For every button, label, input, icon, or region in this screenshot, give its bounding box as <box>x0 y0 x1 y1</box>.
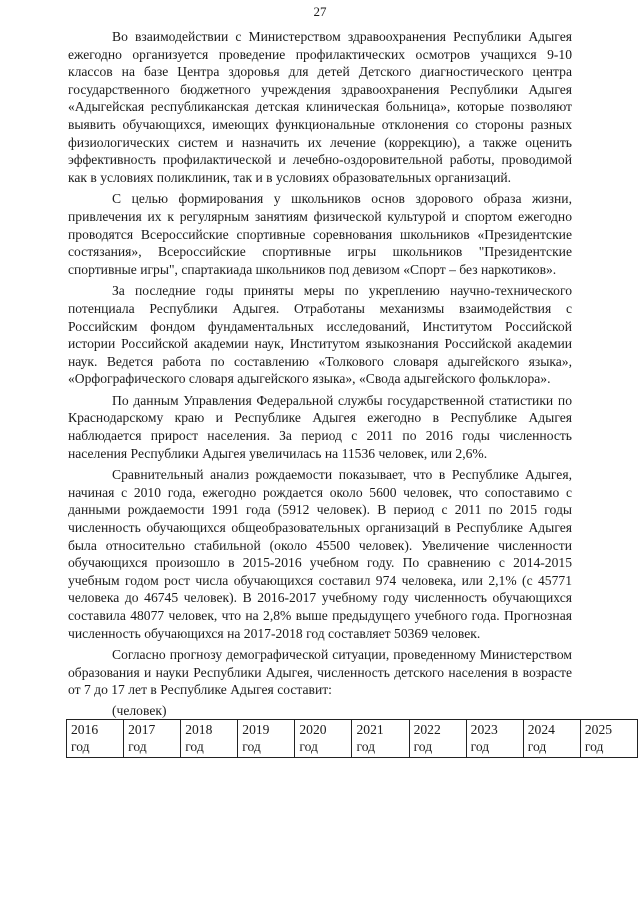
table-header-cell <box>238 719 295 757</box>
year-unit: год <box>584 738 604 754</box>
year-label: 2016 <box>71 721 99 737</box>
year-unit: год <box>299 738 318 754</box>
table-header-row <box>67 719 638 757</box>
table-header-cell <box>466 719 523 757</box>
year-label: 2017 <box>128 721 156 737</box>
paragraph-forecast: Согласно прогнозу демографической ситуации, проведенному Министерством образования и науки Республики Адыгея, численность детского населения в возрасте от 7 до 17 лет в Республике Адыгея составит: <box>68 647 572 698</box>
paragraph-science: За последние годы приняты меры по укреплению научно-технического потенциала Республики Адыгея. Отработаны механизмы взаимодействия с Российским фондом фундаментальных исследований, Институтом Российской истории Российской академии наук, Институтом языкознания Российской академии наук. Ведется работа по составлению «Толкового словаря адыгейского языка», «Орфографического словаря адыгейского языка», «Свода адыгейского фольклора». <box>68 283 572 387</box>
year-label: 2023 <box>470 721 498 737</box>
table-header-cell <box>580 719 637 757</box>
year-unit: год <box>356 738 376 754</box>
year-unit: год <box>185 738 204 754</box>
year-label: 2025 <box>584 721 613 737</box>
year-unit: год <box>527 738 547 754</box>
year-label: 2019 <box>242 721 270 737</box>
year-unit: год <box>71 738 90 754</box>
page-number: 27 <box>313 4 327 19</box>
year-label: 2024 <box>527 721 555 737</box>
table-header-cell <box>181 719 238 757</box>
table-header-cell <box>295 719 352 757</box>
year-unit: год <box>242 738 261 754</box>
forecast-table <box>66 719 638 758</box>
year-unit: год <box>128 738 147 754</box>
table-header-cell <box>67 719 124 757</box>
year-label: 2021 <box>356 721 384 737</box>
table-header-cell <box>409 719 466 757</box>
paragraph-health-checkups: Во взаимодействии с Министерством здравоохранения Республики Адыгея ежегодно организуется проведение профилактических осмотров учащихся 9-10 классов на базе Центра здоровья для детей Детского диагностического центра государственного бюджетного учреждения здравоохранения Республики Адыгея «Адыгейская республиканская детская клиническая больница», которые позволяют выявить обучающихся, имеющих функциональные отклонения со стороны разных физиологических систем и назначить их лечение (коррекцию), а также оценить эффективность профилактической и лечебно-оздоровительной работы, проводимой как в условиях поликлиник, так и в условиях образовательных организаций. <box>68 29 572 185</box>
year-unit: год <box>413 738 433 754</box>
year-label: 2022 <box>413 721 441 737</box>
paragraph-birth-rate: Сравнительный анализ рождаемости показывает, что в Республике Адыгея, начиная с 2010 года, ежегодно рождается около 5600 человек, что сопоставимо с данными рождаемости 1991 года (5912 человек). В период с 2011 по 2015 годы численность обучающихся общеобразовательных организаций в Республике Адыгея была относительно стабильной (около 45500 человек). Увеличение численности обучающихся произошло в 2015-2016 учебном году. По сравнению с 2014-2015 учебным годом рост числа обучающихся составил 974 человека, или 2,1% (с 45771 человека до 46745 человек). В 2016-2017 учебному году численность обучающихся составила 48077 человек, что на 2,8% выше предыдущего учебного года. Прогнозная численность обучающихся на 2017-2018 год составляет 50369 человек. <box>68 467 572 641</box>
table-header-cell <box>124 719 181 757</box>
table-header-cell <box>523 719 580 757</box>
year-unit: год <box>470 738 490 754</box>
year-label: 2018 <box>185 721 213 737</box>
paragraph-population: По данным Управления Федеральной службы государственной статистики по Краснодарскому краю и Республике Адыгея ежегодно в Республике Адыгея наблюдается прирост населения. За период с 2011 по 2016 годы численность населения Республики Адыгея увеличилась на 11536 человек, или 2,6%. <box>68 392 572 461</box>
year-label: 2020 <box>299 721 327 737</box>
table-header-cell <box>352 719 409 757</box>
table-unit-note: (человек) <box>112 702 167 718</box>
paragraph-sports: С целью формирования у школьников основ здорового образа жизни, привлечения их к регулярным занятиям физической культурой и спортом ежегодно проводятся Всероссийские спортивные соревнования школьников «Президентские состязания», Всероссийские спортивные игры школьников "Президентские спортивные игры", спартакиада школьников под девизом «Спорт – без наркотиков». <box>68 191 572 277</box>
document-body <box>68 28 613 758</box>
